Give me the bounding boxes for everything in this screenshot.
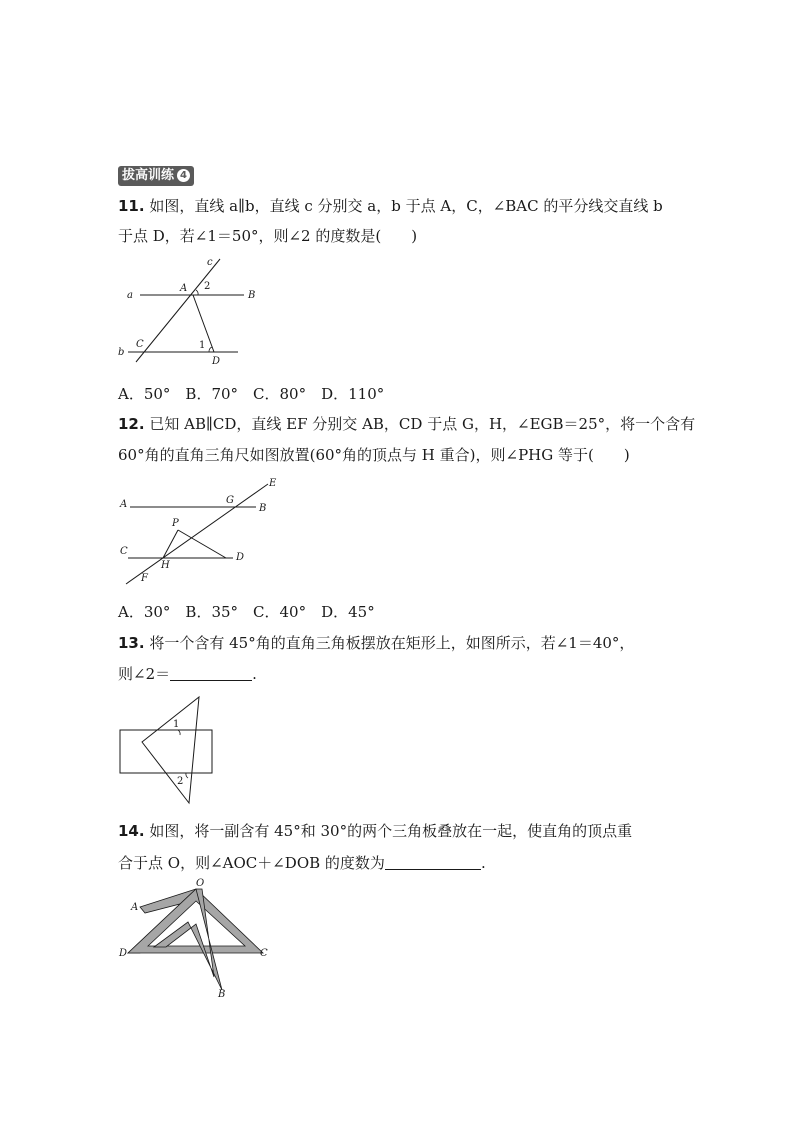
section-badge-label: 拔高训练 <box>122 168 175 183</box>
q11-figure <box>118 255 258 370</box>
q12-line2: 60°角的直角三角尺如图放置(60°角的顶点与 H 重合)，则∠PHG 等于( ) <box>118 446 630 464</box>
q13-text-2: 则∠2＝ <box>118 665 171 683</box>
q13-angle-2-arc <box>186 773 188 778</box>
q11-label-C: C <box>136 339 144 350</box>
q14-text-1: 如图，将一副含有 45°和 30°的两个三角板叠放在一起，使直角的顶点重 <box>149 822 633 840</box>
q14-text-2: 合于点 O，则∠AOC＋∠DOB 的度数为 <box>118 854 385 872</box>
q11-label-b: b <box>118 347 125 358</box>
q12-line1 <box>118 414 695 434</box>
q13-triangle <box>142 697 199 803</box>
q12-text-1: 已知 AB∥CD，直线 EF 分别交 AB，CD 于点 G，H，∠EGB＝25°，将一个含有 <box>149 415 696 433</box>
q14-answer-blank[interactable] <box>385 853 481 870</box>
q14-number: 14. <box>118 822 145 840</box>
q12-label-D: D <box>236 552 245 563</box>
q11-label-1: 1 <box>199 340 206 351</box>
q14-figure <box>118 877 278 1002</box>
q12-label-H: H <box>161 560 170 571</box>
q14-text-2-end: . <box>480 854 486 872</box>
section-badge-number: 4 <box>177 169 190 182</box>
q14-label-B: B <box>218 989 226 1000</box>
q11-line2: 于点 D，若∠1＝50°，则∠2 的度数是( ) <box>118 227 418 245</box>
q11-number: 11. <box>118 197 145 215</box>
q12-figure <box>118 478 283 590</box>
q12-label-G: G <box>226 495 234 506</box>
q12-label-C: C <box>120 546 128 557</box>
q12-triangle-hp <box>163 530 178 558</box>
q14-line2 <box>118 853 486 873</box>
q12-label-F: F <box>141 573 148 584</box>
q11-label-B: B <box>248 290 256 301</box>
q13-line2 <box>118 664 257 684</box>
q11-label-c: c <box>207 257 213 268</box>
q11-label-A: A <box>180 283 188 294</box>
q13-figure <box>118 694 218 806</box>
q12-triangle-pd <box>178 530 226 558</box>
q13-answer-blank[interactable] <box>170 664 252 681</box>
q12-label-P: P <box>172 518 179 529</box>
q12-label-B: B <box>259 503 267 514</box>
q14-label-D: D <box>119 948 128 959</box>
section-badge <box>118 166 194 186</box>
q11-angle-1-arc <box>209 347 212 352</box>
q13-text-2-end: . <box>252 665 257 683</box>
q11-line1 <box>118 196 663 216</box>
q11-angle-2-arc <box>196 290 198 295</box>
q13-number: 13. <box>118 634 145 652</box>
q12-line-ef <box>126 484 268 584</box>
q13-label-2: 2 <box>177 776 184 787</box>
q13-text-1: 将一个含有 45°角的直角三角板摆放在矩形上，如图所示，若∠1＝40°， <box>149 634 635 652</box>
q14-label-C: C <box>260 948 268 959</box>
q13-line1 <box>118 633 634 653</box>
q14-label-O: O <box>196 878 205 889</box>
q14-line1 <box>118 821 632 841</box>
q11-text-1: 如图，直线 a∥b，直线 c 分别交 a，b 于点 A，C，∠BAC 的平分线交直线 b <box>149 197 663 215</box>
q11-label-D: D <box>212 356 221 367</box>
q12-options: A．30° B．35° C．40° D．45° <box>118 603 375 621</box>
q13-label-1: 1 <box>173 719 180 730</box>
q11-label-a: a <box>127 290 133 301</box>
q13-rectangle <box>120 730 212 773</box>
q14-label-A: A <box>131 902 139 913</box>
q11-label-2: 2 <box>204 281 211 292</box>
q12-label-A: A <box>120 499 128 510</box>
q13-angle-1-arc <box>178 730 180 735</box>
q12-label-E: E <box>269 478 277 489</box>
q11-options: A．50° B．70° C．80° D．110° <box>118 385 385 403</box>
q11-line-c <box>136 259 220 362</box>
q12-number: 12. <box>118 415 145 433</box>
